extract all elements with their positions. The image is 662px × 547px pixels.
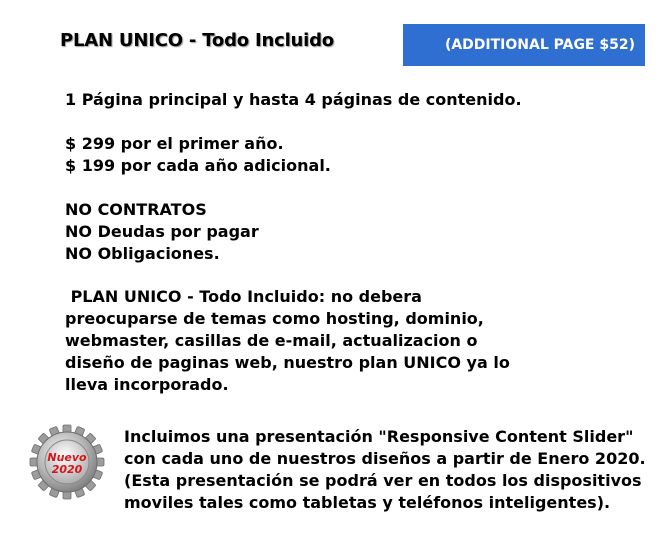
pages-info: 1 Página principal y hasta 4 páginas de contenido. xyxy=(65,90,522,109)
description-line: lleva incorporado. xyxy=(65,375,229,394)
no-debts: NO Deudas por pagar xyxy=(65,222,259,241)
description-line: diseño de paginas web, nuestro plan UNICO ya lo xyxy=(65,353,510,372)
plan-description xyxy=(65,286,510,396)
description-line: PLAN UNICO - Todo Incluido: no debera xyxy=(65,287,422,306)
description-line: preocuparse de temas como hosting, dominio, xyxy=(65,309,484,328)
badge-text-line2: 2020 xyxy=(51,463,83,476)
no-obligations: NO Obligaciones. xyxy=(65,244,220,263)
badge-text-line1: Nuevo xyxy=(47,451,87,464)
nuevo-2020-badge-icon xyxy=(27,422,107,502)
description-line: webmaster, casillas de e-mail, actualizacion o xyxy=(65,331,478,350)
additional-page-button[interactable] xyxy=(403,24,645,66)
promo-line: Incluimos una presentación "Responsive Content Slider" xyxy=(124,427,634,446)
price-first-year: $ 299 por el primer año. xyxy=(65,134,284,153)
additional-page-label: (ADDITIONAL PAGE $52) xyxy=(444,37,635,53)
promo-line: con cada uno de nuestros diseños a partir de Enero 2020. xyxy=(124,449,646,468)
plan-title: PLAN UNICO - Todo Incluido xyxy=(60,30,334,51)
no-contracts: NO CONTRATOS xyxy=(65,200,207,219)
slider-promo-text xyxy=(124,426,646,514)
promo-line: (Esta presentación se podrá ver en todos los dispositivos xyxy=(124,471,642,490)
promo-line: moviles tales como tabletas y teléfonos inteligentes). xyxy=(124,493,611,512)
price-additional-year: $ 199 por cada año adicional. xyxy=(65,156,331,175)
